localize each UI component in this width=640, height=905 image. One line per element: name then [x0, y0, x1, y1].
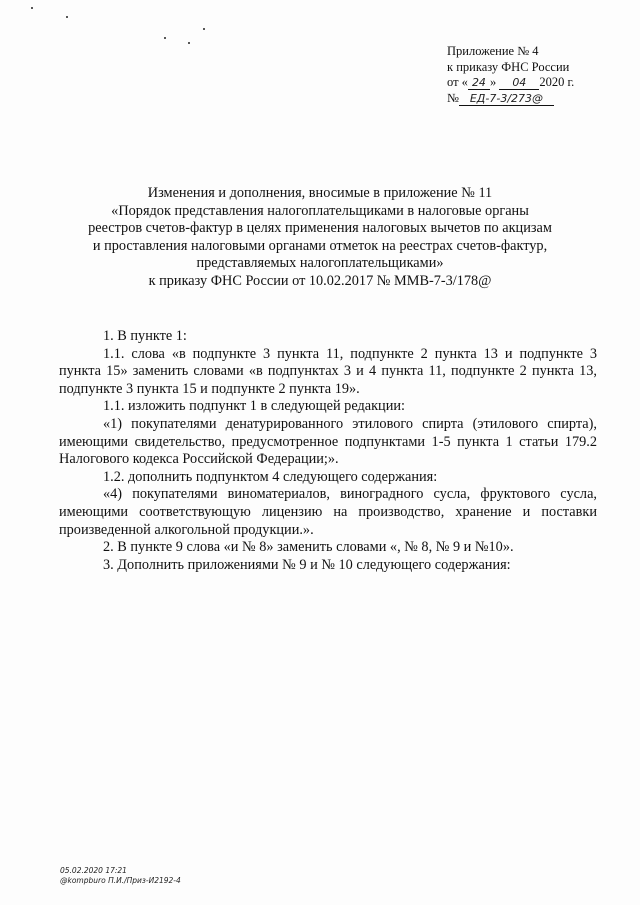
title-line: и проставления налоговыми органами отметок на реестрах счетов-фактур, — [92, 237, 548, 254]
scan-speck — [66, 16, 68, 18]
paragraph: «1) покупателями денатурированного этилового спирта (этилового спирта), имеющими свидетельство, предусмотренное подпунктами 1-5 пункта 1 статьи 179.2 Налогового кодекса Российской Федерации;». — [59, 415, 597, 468]
document-body — [59, 328, 597, 574]
attachment-date — [447, 75, 574, 91]
title-line: Изменения и дополнения, вносимые в приложение № 11 — [147, 185, 493, 201]
title-line: представляемых налогоплательщиками» — [196, 255, 444, 272]
date-day-handwritten: 24 — [468, 77, 490, 90]
paragraph: 3. Дополнить приложениями № 9 и № 10 следующего содержания: — [103, 556, 511, 573]
footer-file-ref: @kompburo П.И./Приз-И2192-4 — [60, 876, 181, 885]
number-handwritten: ЕД-7-3/273@ — [459, 93, 554, 106]
attachment-label: Приложение № 4 — [447, 44, 539, 58]
footer-timestamp: 05.02.2020 17:21 — [60, 866, 127, 875]
date-month-handwritten: 04 — [499, 77, 539, 90]
date-mid: » — [489, 75, 497, 89]
paragraph: «4) покупателями виноматериалов, виноградного сусла, фруктового сусла, имеющими соответствующую лицензию на производство, хранение и поставки произведенной алкогольной продукции.». — [59, 486, 597, 538]
document-title — [70, 185, 570, 291]
paragraph: 1.2. дополнить подпунктом 4 следующего содержания: — [103, 468, 438, 485]
paragraph: 1. В пункте 1: — [103, 328, 187, 344]
paragraph: 2. В пункте 9 слова «и № 8» заменить словами «, № 8, № 9 и №10». — [103, 539, 514, 556]
attachment-order-ref: к приказу ФНС России — [447, 59, 570, 74]
scan-speck — [31, 7, 33, 9]
scan-speck — [203, 28, 205, 30]
paragraph: 1.1. изложить подпункт 1 в следующей редакции: — [103, 398, 405, 415]
attachment-header — [447, 44, 574, 106]
date-prefix: от « — [447, 75, 468, 89]
title-line: реестров счетов-фактур в целях применения налоговых вычетов по акцизам — [88, 220, 552, 237]
number-prefix: № — [447, 90, 459, 105]
paragraph: 1.1. слова «в подпункте 3 пункта 11, подпункте 2 пункта 13 и подпункте 3 пункта 15» заменить словами «в подпунктах 3 и 4 пункта 11, подпункте 2 пункта 13, подпункте 3 пункта 15 и подпункте 2 пункта 19». — [59, 345, 597, 397]
attachment-number — [447, 91, 574, 107]
scan-speck — [164, 37, 166, 39]
title-line: «Порядок представления налогоплательщиками в налоговые органы — [111, 202, 529, 219]
date-year: 2020 г. — [539, 75, 575, 89]
footer-stamp — [60, 866, 181, 886]
scan-speck — [188, 42, 190, 44]
title-line: к приказу ФНС России от 10.02.2017 № ММВ-7-3/178@ — [148, 272, 492, 289]
